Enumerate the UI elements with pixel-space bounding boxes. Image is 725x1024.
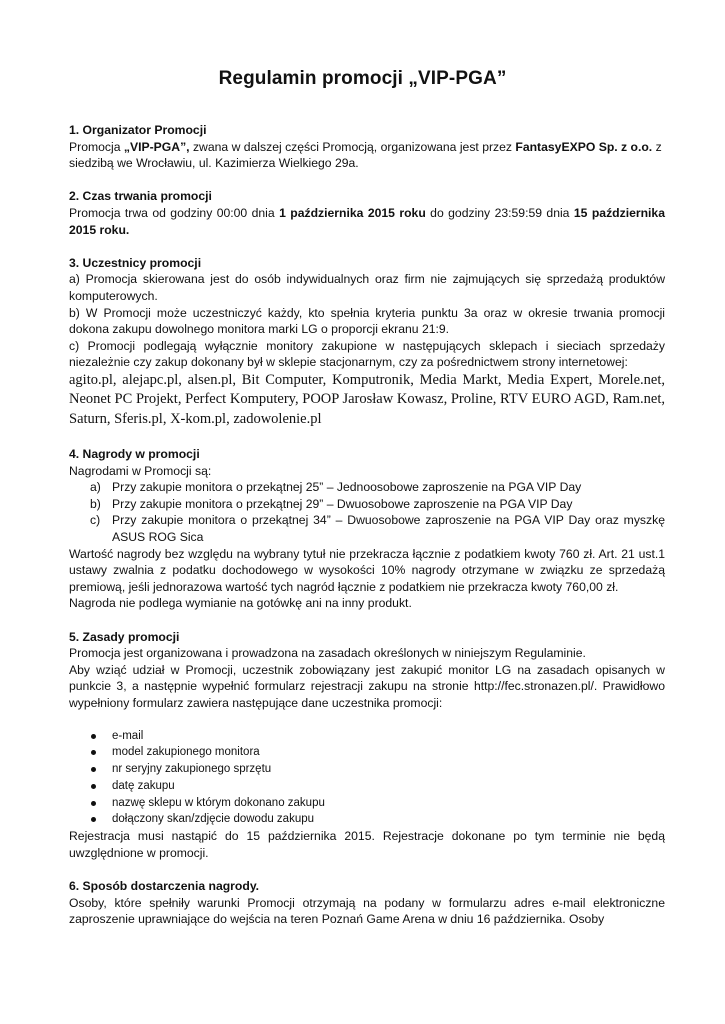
bullet-icon xyxy=(91,817,96,822)
section-prizes xyxy=(69,446,665,612)
bullet-icon xyxy=(91,734,96,739)
participants-point-b: b) W Promocji może uczestniczyć każdy, kto spełnia kryteria punktu 3a oraz w okresie trwania promocji dokona zakupu dowolnego monitora marki LG o proporcji ekranu 21:9. xyxy=(69,305,665,337)
registration-deadline-paragraph: Rejestracja musi nastąpić do 15 października 2015. Rejestracje dokonane po tym terminie nie będą uwzględnione w promocji. xyxy=(69,829,665,860)
section-heading: 2. Czas trwania promocji xyxy=(69,189,212,204)
list-item-text: e-mail xyxy=(112,729,144,742)
list-item-text: datę zakupu xyxy=(112,779,175,792)
list-item-text: dołączony skan/zdjęcie dowodu zakupu xyxy=(112,813,315,826)
text-run: Promocja xyxy=(69,139,124,154)
list-marker: b) xyxy=(90,496,101,511)
document-body xyxy=(69,122,665,928)
section-rules xyxy=(69,629,665,862)
section-delivery xyxy=(69,878,665,928)
bullet-icon xyxy=(91,767,96,772)
promo-name: „VIP-PGA”, xyxy=(123,139,190,154)
list-item xyxy=(69,761,665,778)
text-run: zwana w dalszej części Promocją, organizowana jest przez xyxy=(189,139,516,154)
section-heading: 3. Uczestnicy promocji xyxy=(69,255,202,270)
page-title: Regulamin promocji „VIP-PGA” xyxy=(218,68,507,89)
list-item xyxy=(69,496,665,513)
list-item xyxy=(69,744,665,761)
prize-exchange-note: Nagroda nie podlega wymianie na gotówkę ani na inny produkt. xyxy=(69,596,412,611)
section-duration xyxy=(69,188,665,238)
list-item-text: nr seryjny zakupionego sprzętu xyxy=(112,763,272,776)
list-item-text: nazwę sklepu w którym dokonano zakupu xyxy=(112,796,325,809)
list-item xyxy=(69,512,665,545)
duration-paragraph xyxy=(69,205,665,238)
shops-list: agito.pl, alejapc.pl, alsen.pl, Bit Computer, Komputronik, Media Markt, Media Expert, Morele.net, Neonet PC Projekt, Perfect Komputery, POOP Jarosław Kowasz, Proline, RTV EURO AGD, Ram.net, Saturn, Sferis.pl, X-kom.pl, zadowolenie.pl xyxy=(69,371,665,427)
prize-value-paragraph: Wartość nagrody bez względu na wybrany tytuł nie przekracza łącznie z podatkiem kwoty 760 zł. Art. 21 ust.1 ustawy zwalnia z podatku dochodowego w wysokości 10% nagrody otrzymane w związku ze sprzedażą premiową, jeśli jednorazowa wartość tych nagród łącznie z podatkiem nie przekracza kwoty 760,00 zł. xyxy=(69,546,665,594)
section-organizer xyxy=(69,122,665,172)
list-marker: a) xyxy=(90,480,101,495)
list-item-text: Przy zakupie monitora o przekątnej 34” – Dwuosobowe zaproszenie na PGA VIP Day oraz myszkę ASUS ROG Sica xyxy=(112,513,665,544)
prizes-list xyxy=(69,479,665,545)
start-date: 1 października 2015 roku xyxy=(279,205,426,220)
section-heading: 1. Organizator Promocji xyxy=(69,123,207,137)
list-item xyxy=(69,479,665,496)
participants-point-a: a) Promocja skierowana jest do osób indywidualnych oraz firm nie zajmujących się sprzedażą produktów komputerowych. xyxy=(69,272,665,303)
text-run: z siedzibą we Wrocławiu, ul. Kazimierza Wielkiego 29a. xyxy=(69,139,662,171)
list-item-text: model zakupionego monitora xyxy=(112,746,260,759)
bullet-icon xyxy=(91,750,96,755)
list-item xyxy=(69,811,665,828)
section-heading: 6. Sposób dostarczenia nagrody. xyxy=(69,879,260,894)
end-date: 15 października 2015 roku. xyxy=(69,205,665,237)
section-heading: 4. Nagrody w promocji xyxy=(69,447,200,461)
rules-intro: Promocja jest organizowana i prowadzona na zasadach określonych w niniejszym Regulaminie. xyxy=(69,646,586,661)
list-item-text: Przy zakupie monitora o przekątnej 25” – Jednoosobowe zaproszenie na PGA VIP Day xyxy=(112,480,582,495)
list-item xyxy=(69,795,665,812)
text-run: Promocja trwa od godziny 00:00 dnia xyxy=(69,205,280,220)
section-participants xyxy=(69,255,665,430)
organizer-name: FantasyEXPO Sp. z o.o. xyxy=(515,139,653,154)
section-heading: 5. Zasady promocji xyxy=(69,629,180,644)
form-fields-list xyxy=(69,728,665,829)
prizes-intro: Nagrodami w Promocji są: xyxy=(69,463,212,478)
delivery-paragraph: Osoby, które spełniły warunki Promocji otrzymają na podany w formularzu adres e-mail elektroniczne zaproszenie uprawniające do wejścia na teren Poznań Game Arena w dniu 16 października. Osoby xyxy=(69,895,665,927)
text-run: do godziny 23:59:59 dnia xyxy=(425,205,574,220)
list-item-text: Przy zakupie monitora o przekątnej 29” – Dwuosobowe zaproszenie na PGA VIP Day xyxy=(112,496,573,511)
rules-paragraph: Aby wziąć udział w Promocji, uczestnik zobowiązany jest zakupić monitor LG na zasadach opisanych w punkcie 3, a następnie wypełnić formularz rejestracji zakupu na stronie http://fec.stronazen.pl/. Prawidłowo wypełniony formularz zawiera następujące dane uczestnika promocji: xyxy=(69,662,665,710)
bullet-icon xyxy=(91,784,96,789)
list-item xyxy=(69,778,665,795)
bullet-icon xyxy=(91,801,96,806)
participants-point-c: c) Promocji podlegają wyłącznie monitory zakupione w następujących sklepach i sieciach sprzedaży niezależnie czy zakup dokonany był w sklepie stacjonarnym, czy za pośrednictwem strony internetowej: xyxy=(69,338,665,370)
organizer-paragraph xyxy=(69,139,665,172)
list-item xyxy=(69,728,665,745)
list-marker: c) xyxy=(90,513,101,528)
